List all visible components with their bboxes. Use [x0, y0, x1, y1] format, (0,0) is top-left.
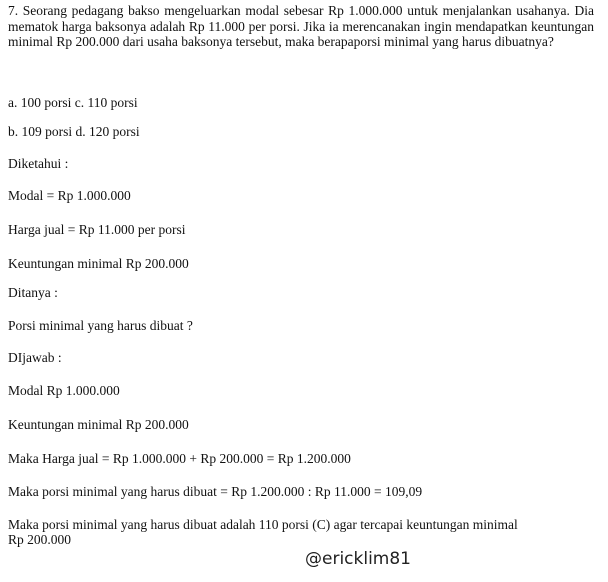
dijawab-kesimpulan-line-1: Maka porsi minimal yang harus dibuat adalah 110 porsi (C) agar tercapai keuntungan minimal: [8, 517, 518, 532]
diketahui-keuntungan: Keuntungan minimal Rp 200.000: [8, 256, 189, 271]
dijawab-keuntungan: Keuntungan minimal Rp 200.000: [8, 417, 189, 432]
options-row-1: a. 100 porsi c. 110 porsi: [8, 95, 138, 110]
dijawab-porsi: Maka porsi minimal yang harus dibuat = Rp 1.200.000 : Rp 11.000 = 109,09: [8, 484, 423, 499]
diketahui-heading: Diketahui :: [8, 156, 69, 171]
dijawab-kesimpulan-line-2: Rp 200.000: [8, 532, 72, 547]
diketahui-modal: Modal = Rp 1.000.000: [8, 188, 131, 203]
dijawab-modal: Modal Rp 1.000.000: [8, 383, 120, 398]
ditanya-heading: Ditanya :: [8, 285, 58, 300]
options-row-2: b. 109 porsi d. 120 porsi: [8, 124, 140, 139]
dijawab-harga: Maka Harga jual = Rp 1.000.000 + Rp 200.000 = Rp 1.200.000: [8, 451, 351, 466]
diketahui-harga: Harga jual = Rp 11.000 per porsi: [8, 222, 186, 237]
watermark: @ericklim81: [305, 549, 412, 569]
dijawab-heading: DIjawab :: [8, 350, 62, 365]
ditanya-text: Porsi minimal yang harus dibuat ?: [8, 318, 193, 333]
question-text: 7. Seorang pedagang bakso mengeluarkan modal sebesar Rp 1.000.000 untuk menjalankan usahanya. Dia mematok harga baksonya adalah Rp 11.000 per porsi. Jika ia merencanakan ingin mendapatkan keuntungan minimal Rp 200.000 dari usaha baksonya tersebut, maka berapaporsi minimal yang harus dibuatnya?: [8, 3, 594, 49]
